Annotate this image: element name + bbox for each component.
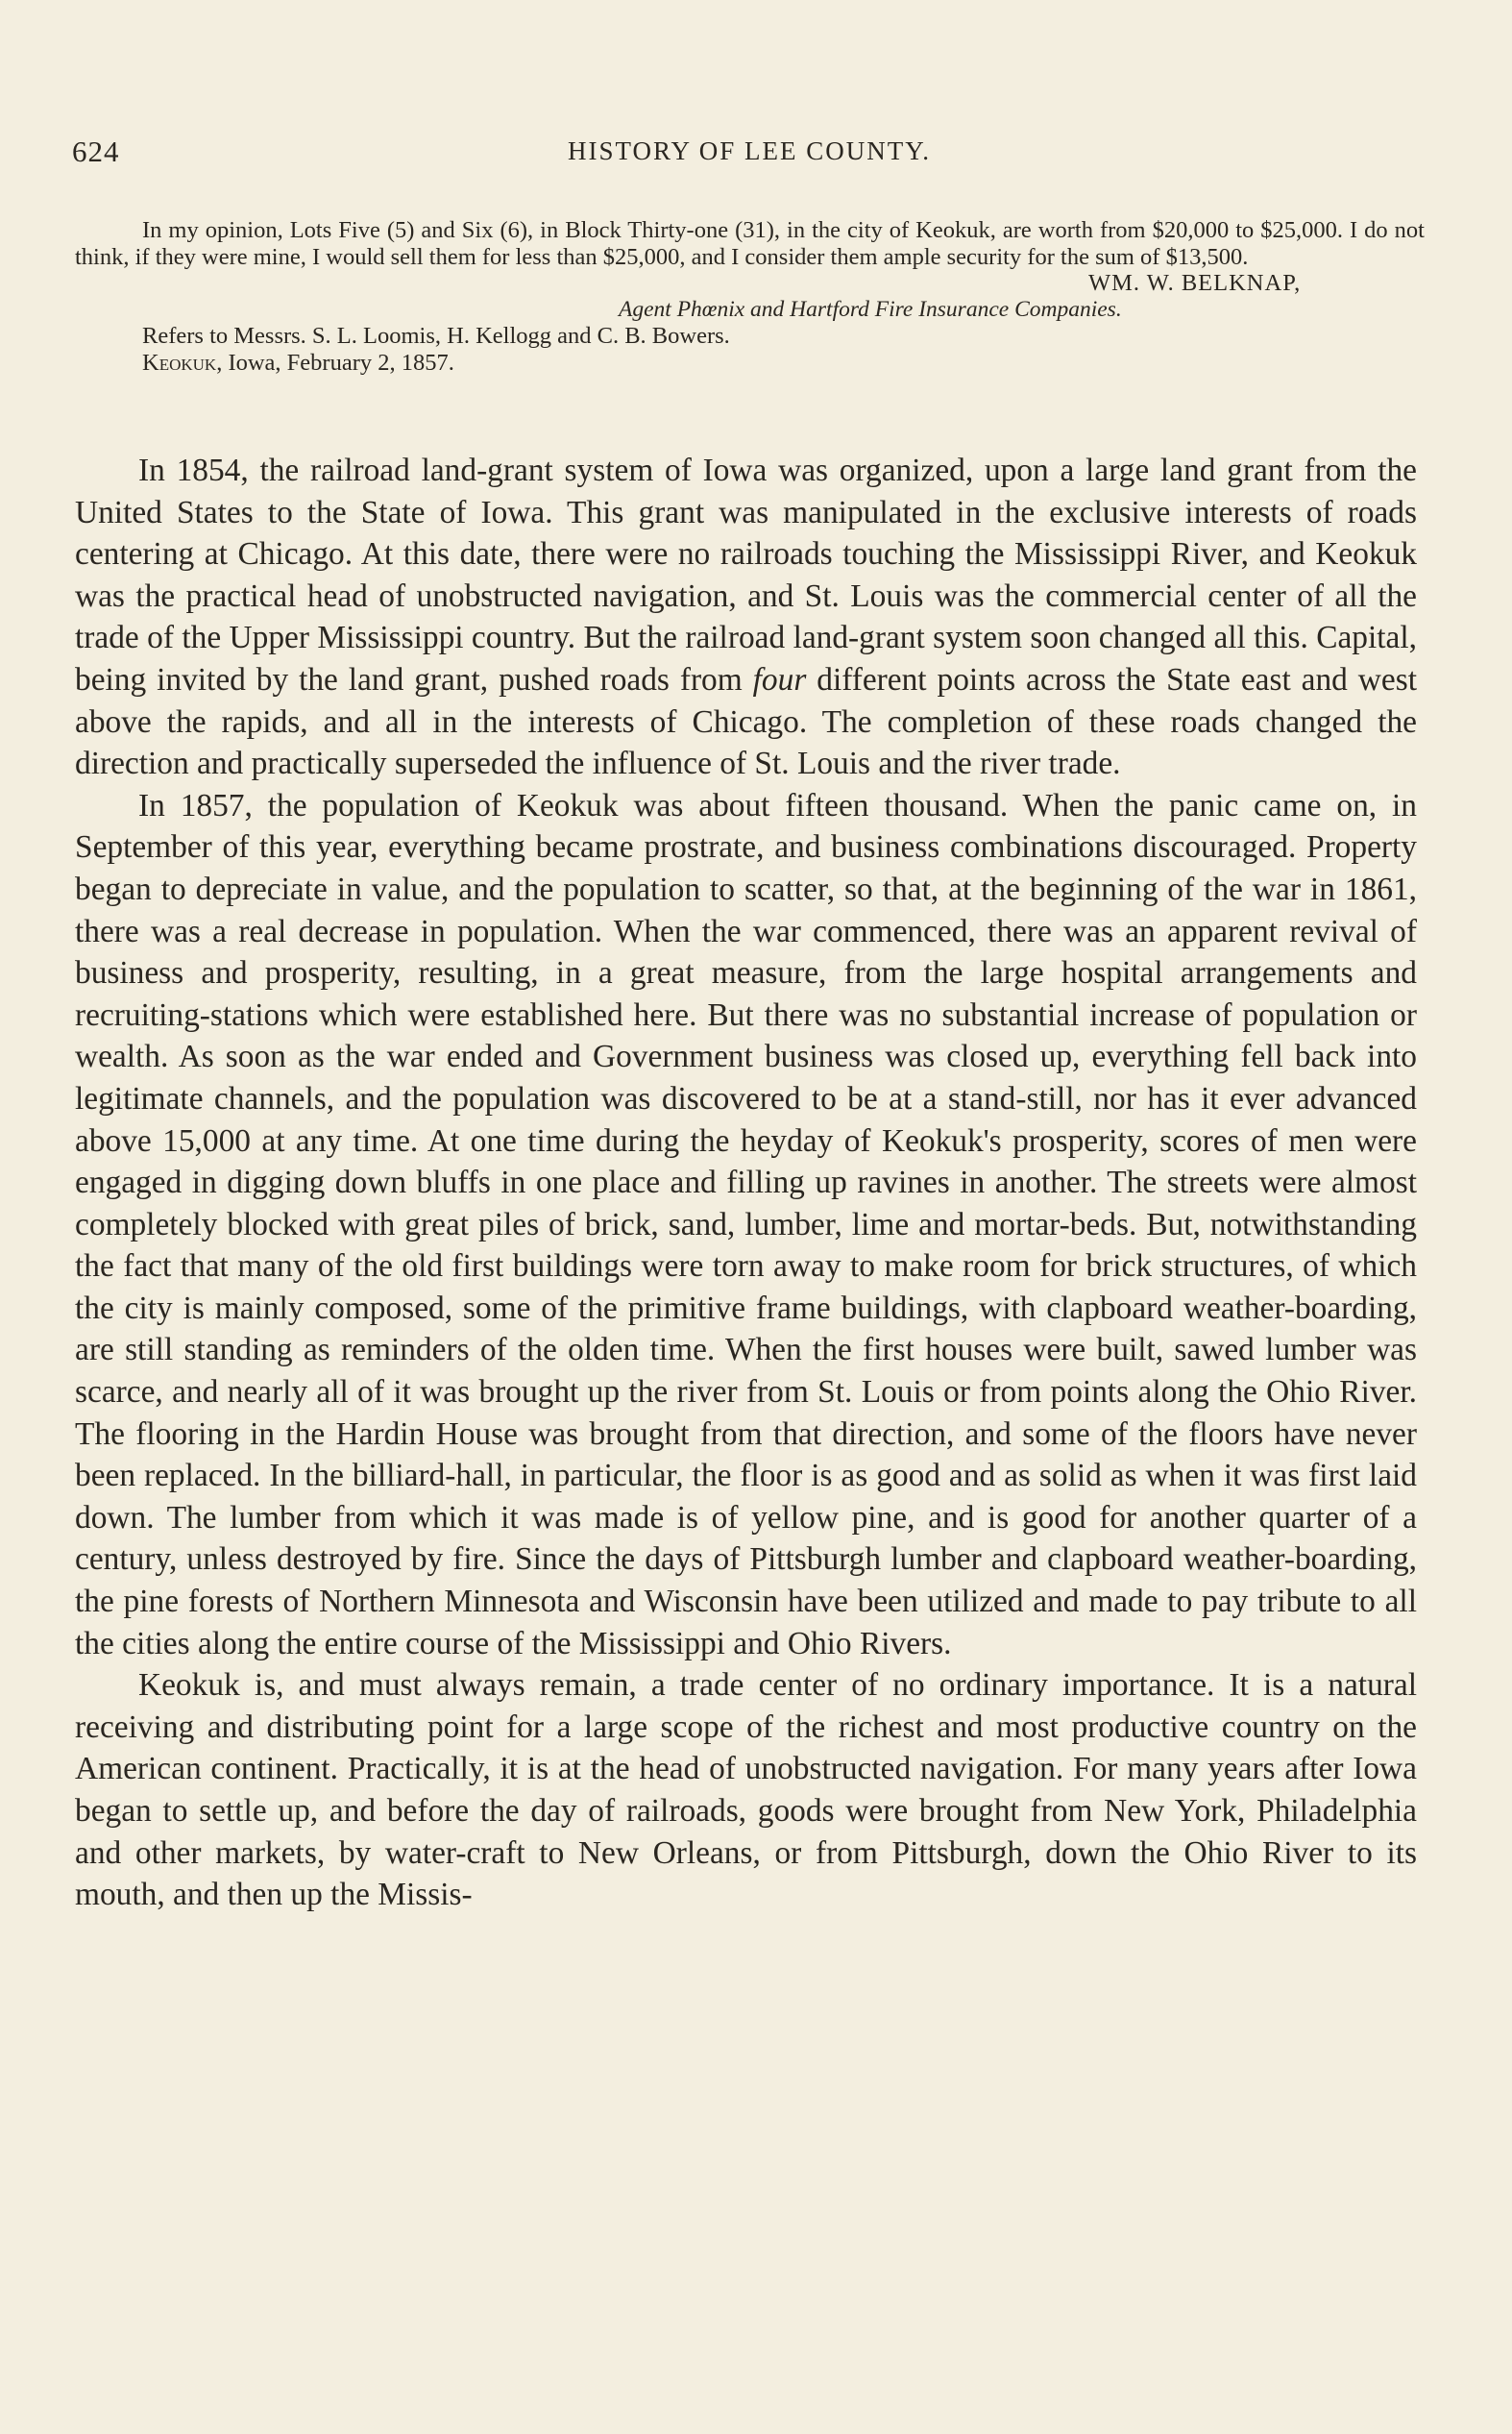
running-title: HISTORY OF LEE COUNTY. [567, 136, 932, 165]
body-text [75, 450, 1417, 1916]
paragraph-1-part-b: different points across the State east and west above the rapids, and all in the interests of Chicago. The completion of these roads changed the direction and practically superseded the influence of St. Louis and the river trade. [75, 661, 1417, 782]
dateline-place: Keokuk [142, 349, 217, 376]
letter-references: Refers to Messrs. S. L. Loomis, H. Kellogg and C. B. Bowers. [142, 323, 730, 349]
paragraph-3: Keokuk is, and must always remain, a trade center of no ordinary importance. It is a natural receiving and distributing point for a large scope of the richest and most productive country on the American continent. Practically, it is at the head of unobstructed navigation. For many years after Iowa began to settle up, and before the day of railroads, goods were brought from New York, Philadelphia and other markets, by water-craft to New Orleans, or from Pittsburgh, down the Ohio River to its mouth, and then up the Missis- [75, 1667, 1417, 1913]
letter-dateline [75, 350, 1425, 377]
dateline-date: , Iowa, February 2, 1857. [216, 349, 454, 376]
paragraph-1 [75, 450, 1417, 785]
signature-name: WM. W. BELKNAP, [1088, 270, 1302, 296]
paragraph-2: In 1857, the population of Keokuk was about fifteen thousand. When the panic came on, in September of this year, everything became prostrate, and business combinations discouraged. Property began to depreciate in value, and the population to scatter, so that, at the beginning of the war in 1861, there was a real decrease in population. When the war commenced, there was an apparent revival of business and prosperity, resulting, in a great measure, from the large hospital arrangements and recruiting-stations which were established here. But there was no substantial increase of population or wealth. As soon as the war ended and Government business was closed up, everything fell back into legitimate channels, and the population was discovered to be at a stand-still, nor has it ever advanced above 15,000 at any time. At one time during the heyday of Keokuk's prosperity, scores of men were engaged in digging down bluffs in one place and filling up ravines in another. The streets were almost completely blocked with great piles of brick, sand, lumber, lime and mortar-beds. But, notwithstanding the fact that many of the old first buildings were torn away to make room for brick structures, of which the city is mainly composed, some of the primitive frame buildings, with clapboard weather-boarding, are still standing as reminders of the olden time. When the first houses were built, sawed lumber was scarce, and nearly all of it was brought up the river from St. Louis or from points along the Ohio River. The flooring in the Hardin House was brought from that direction, and some of the floors have never been replaced. In the billiard-hall, in particular, the floor is as good and as solid as when it was first laid down. The lumber from which it was made is of yellow pine, and is good for another quarter of a century, unless destroyed by fire. Since the days of Pittsburgh lumber and clapboard weather-boarding, the pine forests of Northern Minnesota and Wisconsin have been utilized and made to pay tribute to all the cities along the entire course of the Mississippi and Ohio Rivers. [75, 787, 1417, 1661]
quoted-letter [75, 217, 1425, 376]
page-number: 624 [72, 135, 120, 168]
letter-paragraph: In my opinion, Lots Five (5) and Six (6), in Block Thirty-one (31), in the city of Keokuk, are worth from $20,000 to $25,000. I do not think, if they were mine, I would sell them for less than $25,000, and I consider them ample security for the sum of $13,500. [75, 217, 1425, 270]
paragraph-1-part-a: In 1854, the railroad land-grant system of Iowa was organized, upon a large land grant from the United States to the State of Iowa. This grant was manipulated in the exclusive interests of roads centering at Chicago. At this date, there were no railroads touching the Mississippi River, and Keokuk was the practical head of unobstructed navigation, and St. Louis was the commercial center of all the trade of the Upper Mississippi country. But the railroad land-grant system soon changed all this. Capital, being invited by the land grant, pushed roads from [75, 453, 1417, 698]
page-header [72, 135, 1427, 183]
signature-title: Agent Phœnix and Hartford Fire Insurance Companies. [619, 296, 1122, 322]
paragraph-1-emphasis: four [752, 661, 807, 698]
